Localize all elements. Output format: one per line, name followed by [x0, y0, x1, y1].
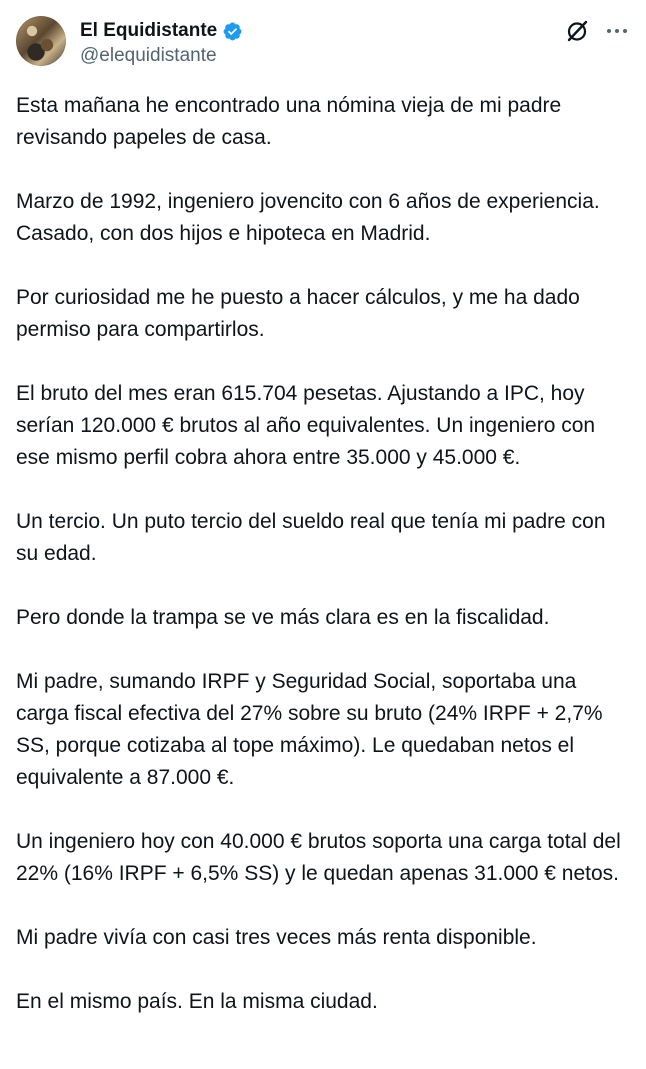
- tweet-text: [16, 90, 630, 1018]
- tweet-paragraph: Esta mañana he encontrado una nómina vieja de mi padre revisando papeles de casa.: [16, 94, 562, 149]
- avatar[interactable]: [16, 16, 66, 66]
- name-row: [80, 19, 243, 43]
- author-info: [80, 16, 243, 68]
- tweet-paragraph: El bruto del mes eran 615.704 pesetas. Ajustando a IPC, hoy serían 120.000 € brutos al año equivalentes. Un ingeniero con ese mismo perfil cobra ahora entre 35.000 y 45.000 €.: [16, 382, 596, 469]
- tweet-paragraph: En el mismo país. En la misma ciudad.: [16, 990, 378, 1013]
- tweet-paragraph: Por curiosidad me he puesto a hacer cálculos, y me ha dado permiso para compartirlos.: [16, 286, 580, 341]
- more-options-icon[interactable]: [604, 18, 630, 44]
- author-handle[interactable]: @elequidistante: [80, 45, 217, 66]
- tweet-paragraph: Un ingeniero hoy con 40.000 € brutos soporta una carga total del 22% (16% IRPF + 6,5% SS) y le quedan apenas 31.000 € netos.: [16, 830, 621, 885]
- tweet-actions: [564, 18, 630, 44]
- tweet-paragraph: Pero donde la trampa se ve más clara es en la fiscalidad.: [16, 606, 550, 629]
- tweet-paragraph: Mi padre, sumando IRPF y Seguridad Social, soportaba una carga fiscal efectiva del 27% sobre su bruto (24% IRPF + 2,7% SS, porque cotizaba al tope máximo). Le quedaban netos el equivalente a 87.000 €.: [16, 670, 603, 789]
- grok-icon[interactable]: [564, 18, 590, 44]
- tweet-paragraph: Un tercio. Un puto tercio del sueldo real que tenía mi padre con su edad.: [16, 510, 606, 565]
- tweet-header: [16, 16, 630, 76]
- tweet-paragraph: Mi padre vivía con casi tres veces más renta disponible.: [16, 926, 537, 949]
- verified-badge-icon[interactable]: [222, 21, 243, 42]
- tweet-paragraph: Marzo de 1992, ingeniero jovencito con 6 años de experiencia. Casado, con dos hijos e hipoteca en Madrid.: [16, 190, 600, 245]
- author-display-name[interactable]: El Equidistante: [80, 20, 218, 41]
